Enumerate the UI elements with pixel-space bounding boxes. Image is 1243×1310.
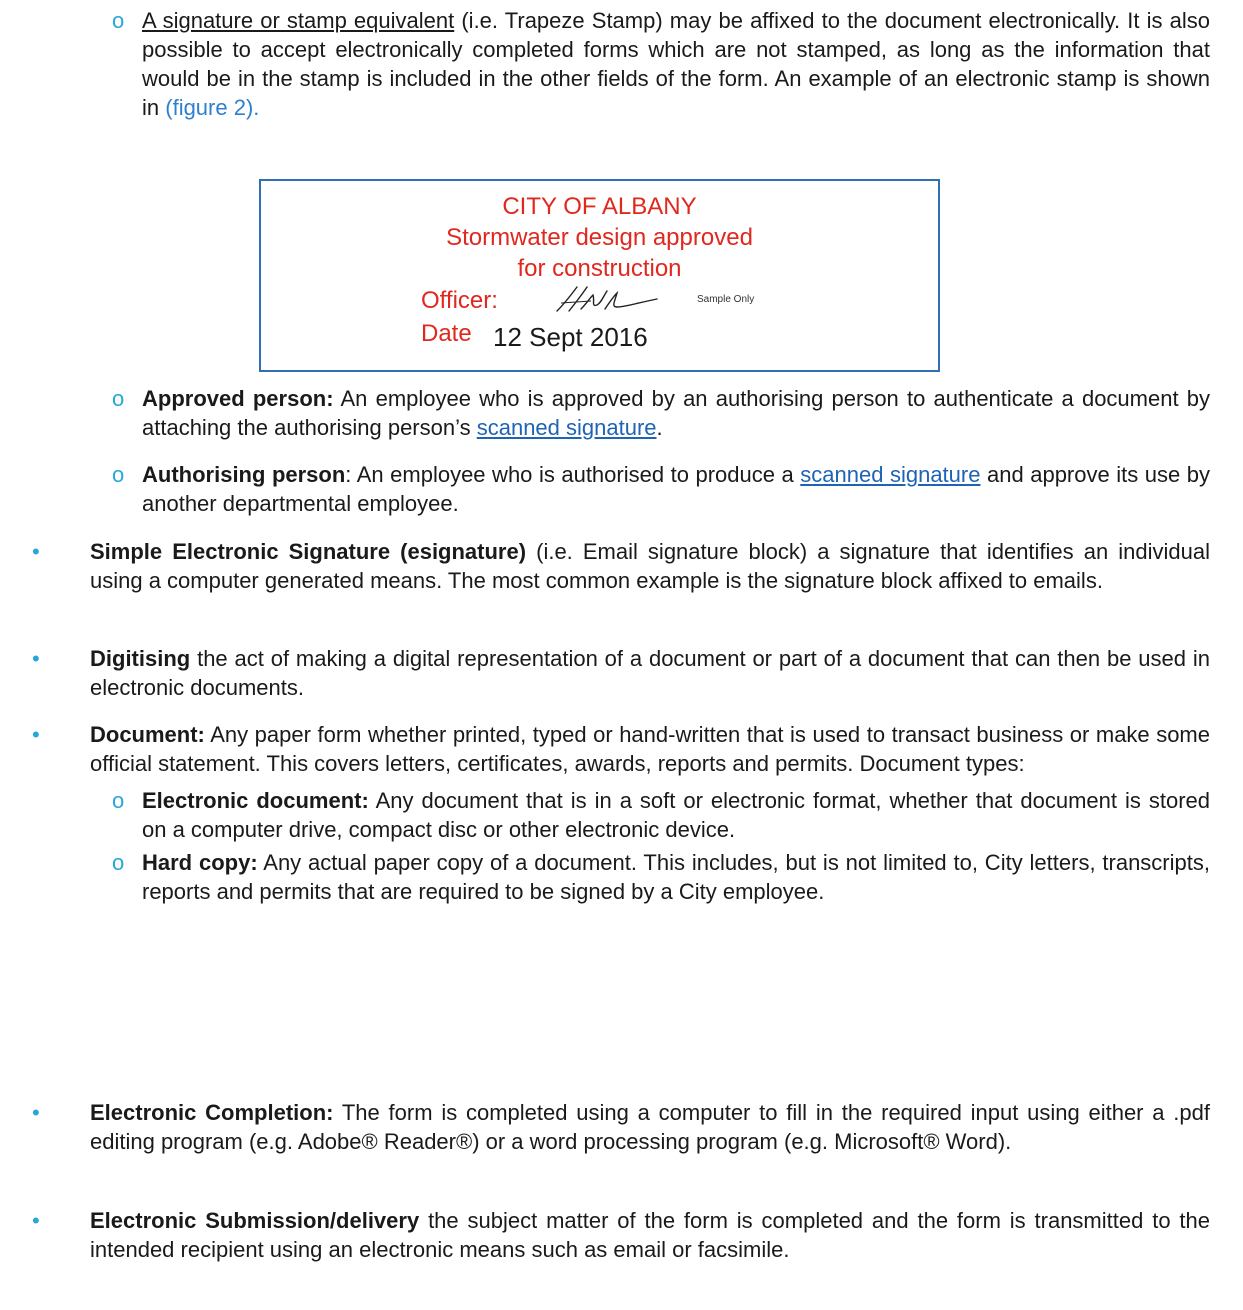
text-authorising-person-end: and approve its use by another departmental employee. (142, 462, 1210, 516)
term-electronic-document: Electronic document: (142, 788, 369, 813)
text-hard-copy: Any actual paper copy of a document. This includes, but is not limited to, City letters, transcripts, reports and permits that are required to be signed by a City employee. (142, 850, 1210, 904)
list-item-electronic-completion (32, 1098, 1211, 1156)
text-document: Any paper form whether printed, typed or hand-written that is used to transact business or make some official statement. This covers letters, certificates, awards, reports and permits. Document types: (90, 722, 1210, 776)
list-item-electronic-document (112, 786, 1211, 844)
electronic-stamp-figure (259, 179, 940, 372)
paragraph-simple-esignature (90, 537, 1210, 595)
list-bullet: • (32, 1208, 40, 1233)
document-types-list (90, 786, 1210, 906)
term-hard-copy: Hard copy: (142, 850, 258, 875)
stamp-officer-label: Officer: (421, 287, 498, 314)
list-marker: o (112, 788, 125, 813)
paragraph-electronic-submission (90, 1206, 1210, 1264)
term-simple-esignature: Simple Electronic Signature (esignature) (90, 539, 527, 564)
term-authorising-person: Authorising person (142, 462, 346, 487)
list-item-signature-stamp (112, 6, 1211, 122)
list-item-electronic-submission (32, 1206, 1210, 1264)
text-electronic-completion: The form is completed using a computer to fill in the required input using either a .pdf editing program (e.g. Adobe® Reader®) or a word processing program (e.g. Microsoft® Word). (90, 1100, 1211, 1154)
stamp-date-value: 12 Sept 2016 (493, 322, 648, 352)
scanned-signature-link[interactable]: scanned signature (476, 415, 657, 440)
list-item-authorising-person (112, 460, 1210, 518)
term-signature-stamp: A signature or stamp equivalent (142, 8, 455, 33)
term-electronic-completion: Electronic Completion: (90, 1100, 334, 1125)
list-item-approved-person (112, 384, 1210, 442)
text-electronic-document: Any document that is in a soft or electronic format, whether that document is stored on a computer drive, compact disc or other electronic device. (142, 788, 1211, 842)
list-marker: o (112, 850, 125, 875)
term-document: Document: (90, 722, 205, 747)
paragraph-authorising-person (142, 460, 1210, 518)
list-marker: o (112, 8, 125, 33)
list-bullet: • (32, 539, 40, 564)
list-bullet: • (32, 722, 40, 747)
stamp-sample-note: Sample Only (697, 294, 755, 305)
term-approved-person: Approved person: (142, 386, 334, 411)
paragraph-digitising (90, 644, 1210, 702)
paragraph-hard-copy (142, 848, 1210, 906)
text-electronic-submission: the subject matter of the form is completed and the form is transmitted to the intended recipient using an electronic means such as email or facsimile. (90, 1208, 1210, 1262)
stamp-line-design: Stormwater design approved (446, 224, 753, 251)
paragraph-signature-stamp (142, 6, 1210, 122)
list-bullet: • (32, 646, 40, 671)
paragraph-electronic-document (142, 786, 1210, 844)
term-digitising: Digitising (90, 646, 191, 671)
list-marker: o (112, 462, 125, 487)
stamp-line-construction: for construction (517, 255, 682, 282)
text-signature-stamp: (i.e. Trapeze Stamp) may be affixed to the document electronically. It is also possible to accept electronically completed forms which are not stamped, as long as the information that would be in the stamp is included in the other fields of the form. An example of an electronic stamp is shown in (142, 8, 1211, 120)
handwritten-signature-image (551, 281, 661, 315)
paragraph-approved-person (142, 384, 1210, 442)
list-item-simple-esignature (32, 537, 1210, 595)
scanned-signature-link[interactable]: scanned signature (800, 462, 981, 487)
list-item-digitising (32, 644, 1210, 702)
list-bullet: • (32, 1100, 40, 1125)
list-item-hard-copy (112, 848, 1210, 906)
paragraph-electronic-completion (90, 1098, 1210, 1156)
text-digitising: the act of making a digital representation of a document or part of a document that can then be used in electronic documents. (90, 646, 1210, 700)
text-approved-person: An employee who is approved by an authorising person to authenticate a document by attaching the authorising person’s (142, 386, 1210, 440)
text-approved-person-end: . (656, 415, 663, 440)
stamp-line-city: CITY OF ALBANY (502, 193, 697, 220)
paragraph-document (90, 720, 1210, 778)
text-simple-esignature: (i.e. Email signature block) a signature that identifies an individual using a computer generated means. The most common example is the signature block affixed to emails. (90, 539, 1210, 593)
list-marker: o (112, 386, 125, 411)
figure-reference: (figure 2). (165, 95, 260, 120)
stamp-date-label: Date (421, 320, 472, 347)
text-authorising-person: : An employee who is authorised to produce a (345, 462, 801, 487)
term-electronic-submission: Electronic Submission/delivery (90, 1208, 420, 1233)
list-item-document (32, 720, 1211, 910)
